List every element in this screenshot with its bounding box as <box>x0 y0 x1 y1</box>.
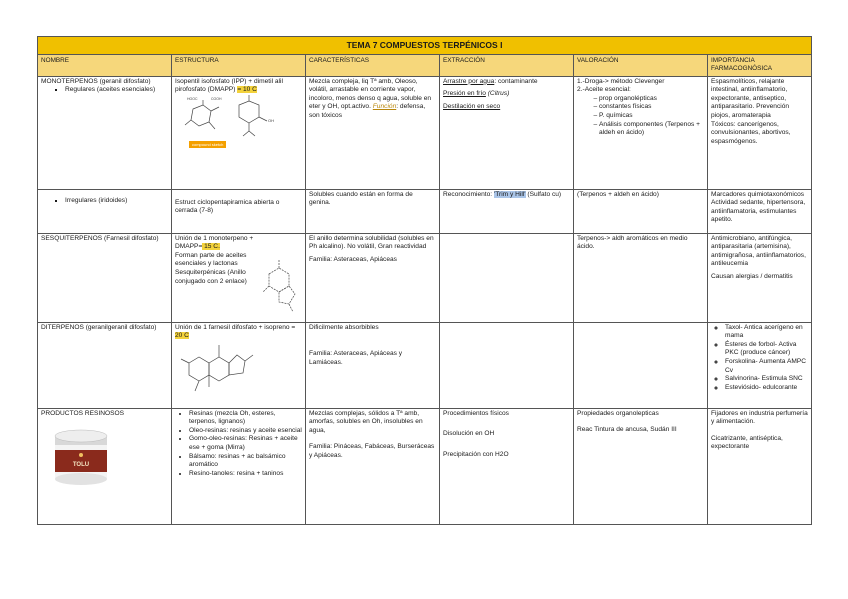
table-title: TEMA 7 COMPUESTOS TERPÉNICOS I <box>38 37 812 55</box>
terpenes-table <box>37 36 812 525</box>
mono-sub-regulares: ▪ Regulares (aceites esenciales) <box>65 86 168 95</box>
list-item: • Resinas (mezcla Oh, esteres, terpenos, lignanos) <box>189 410 302 427</box>
irr-imp-1: Marcadores quimiotaxonómicos <box>711 190 805 198</box>
row-diterpenos <box>38 322 812 408</box>
cell-res-structure <box>172 408 306 524</box>
res-imp-2: Cicatrizante, antiséptica, expectorante <box>711 434 783 451</box>
header-valoracion: VALORACIÓN <box>574 55 708 77</box>
list-item: ◦ Forskolina- Aumenta AMPC Cv <box>725 358 808 375</box>
irr-structure: Estruct ciclopentapiramica abierta o cerrada (7-8) <box>175 198 280 215</box>
cell-irr-ext <box>440 189 574 233</box>
diterpene-molecule-drawing <box>175 341 265 397</box>
sesqui-char-2: Familia: Asteraceas, Apiáceas <box>309 255 397 263</box>
mono-val-l1: 1.-Droga-> método Clevenger <box>577 77 665 85</box>
irr-ext-label: Reconocimiento: <box>443 190 493 198</box>
res-imp-1: Fijadores en industria perfumería y alimentación. <box>711 409 808 426</box>
list-item: ◦ Ésteres de forbol- Activa PKC (produce cáncer) <box>725 341 808 358</box>
iridoid-molecule-drawing <box>175 95 295 141</box>
mono-function-label: Función <box>372 103 397 111</box>
res-val-2: Reac Tintura de ancusa, Sudán III <box>577 426 677 434</box>
mono-ext-3: Destilación en seco <box>443 102 501 110</box>
cell-mono-char <box>306 76 440 189</box>
cell-irr-char: Solubles cuando están en forma de genina. <box>306 189 440 233</box>
cell-irr-name <box>38 189 172 233</box>
mono-val-l2: 2.-Aceite esencial: <box>577 86 631 94</box>
document-sheet <box>37 36 811 525</box>
list-item: – Análisis componentes (Terpenos + aldeh en ácido) <box>599 121 704 138</box>
cell-mono-val <box>574 76 708 189</box>
svg-text:COOH: COOH <box>211 96 222 101</box>
mono-ext-2: Presión en frío (Citrus) <box>443 90 510 98</box>
mono-badge: compound sketch <box>189 141 226 148</box>
row-resinosos <box>38 408 812 524</box>
sesqui-structure-l2: Forman parte de aceites esenciales y lactonas Sesquiterpénicas (Anillo conjugado con 2 enlace) <box>175 251 247 285</box>
tolu-jar-image <box>49 428 113 490</box>
cell-sesqui-imp <box>708 233 812 322</box>
sesqui-structure-carbons: 15 C. <box>202 243 220 251</box>
irr-name: ▪ Irregulares (iridoides) <box>65 197 168 206</box>
cell-di-structure <box>172 322 306 408</box>
svg-text:OH: OH <box>268 117 274 123</box>
title-row <box>38 37 812 55</box>
header-extraccion: EXTRACCIÓN <box>440 55 574 77</box>
cell-di-char <box>306 322 440 408</box>
list-item: ◦ Salvinorina- Estimula SNC <box>725 375 808 384</box>
sesqui-imp-2: Causan alergias / dermatitis <box>711 272 793 280</box>
cell-res-ext <box>440 408 574 524</box>
irr-ext-highlight: 'Trim y Hill' <box>493 190 526 198</box>
cell-irr-structure <box>172 189 306 233</box>
sesqui-char-1: El anillo determina solubilidad (solubles en Ph alcalino). No volátil, Gran reactividad <box>309 234 434 251</box>
mono-ext-1: Arrastre por agua: contaminante <box>443 77 538 85</box>
cell-sesqui-val: Terpenos-> aldh aromáticos en medio ácido. <box>574 233 708 322</box>
sesqui-imp-1: Antimicrobiano, antifúngica, antiparasitaria (artemisina), antimigrañosa, antiinflamatorios, antileucemia <box>711 234 806 268</box>
di-structure-l1: Unión de 1 farnesil difosfato + isopreno = <box>175 323 296 331</box>
res-name: PRODUCTOS RESINOSOS <box>41 409 125 417</box>
svg-text:HOOC: HOOC <box>187 96 198 101</box>
cell-irr-val: (Terpenos + aldeh en ácido) <box>574 189 708 233</box>
di-char-1: Dificilmente absorbibles <box>309 323 379 331</box>
di-char-2: Familia: Asteraceas, Apiáceas y Lamiáceas. <box>309 350 403 366</box>
list-item: – P. químicas <box>599 112 704 121</box>
di-structure-carbons: 20 C <box>175 332 189 340</box>
header-importancia: IMPORTANCIA FARMACOGNÓSICA <box>708 55 812 77</box>
cell-di-name: DITERPENOS (geranilgeranil difosfato) <box>38 322 172 408</box>
jar-label: TOLU <box>72 462 90 469</box>
mono-imp-1: Espasmolíticos, relajante intestinal, antiinflamatorio, expectorante, antiseptico, antiparasitario. Prevención piojos, aromaterapia <box>711 77 790 119</box>
res-ext-1: Procedimientos físicos <box>443 409 509 417</box>
list-item: • Oleo-resinas: resinas y aceite esencial <box>189 427 302 436</box>
irr-imp-2: Actividad sedante, hipertensora, antiinflamatoria, estimulantes apetito. <box>711 199 806 224</box>
cell-res-name <box>38 408 172 524</box>
cell-di-ext <box>440 322 574 408</box>
row-sesquiterpenos <box>38 233 812 322</box>
row-irregulares <box>38 189 812 233</box>
mono-char-text: Mezcla compleja, liq Tª amb, Oleoso, volátil, arrastable en corriente vapor, incoloro, menos denso q agua, soluble en eter y OH, opt.activo. <box>309 77 432 111</box>
cell-di-imp <box>708 322 812 408</box>
row-monoterpenos <box>38 76 812 189</box>
cell-res-val <box>574 408 708 524</box>
header-nombre: NOMBRE <box>38 55 172 77</box>
cell-sesqui-structure <box>172 233 306 322</box>
list-item: ◦ Taxol- Antica acerígeno en mama <box>725 324 808 341</box>
cell-di-val <box>574 322 708 408</box>
list-item: • Gomo-oleo-resinas: Resinas + aceite ese + goma (Mirra) <box>189 435 302 452</box>
list-item: – prop organolépticas <box>599 95 704 104</box>
list-item: • Bálsamo: resinas + ac balsámico aromático <box>189 453 302 470</box>
cell-res-imp <box>708 408 812 524</box>
mono-function-text: : defensa, son tóxicos <box>309 103 426 119</box>
cell-mono-ext <box>440 76 574 189</box>
mono-structure-text: Isopentil isofosfato (IPP) + dimetil alil pirofosfato (DMAPP) <box>175 77 283 94</box>
mono-imp-2: Tóxicos: cancerígenos, convulsionantes, abortivos, espasmógenos. <box>711 120 791 145</box>
res-ext-2: Disolución en OH <box>443 430 495 438</box>
irr-ext-rest: (Sulfato cu) <box>527 190 562 198</box>
cell-mono-name <box>38 76 172 189</box>
header-estructura: ESTRUCTURA <box>172 55 306 77</box>
list-item: – constantes físicas <box>599 103 704 112</box>
cell-sesqui-ext <box>440 233 574 322</box>
cell-res-char <box>306 408 440 524</box>
cell-sesqui-char <box>306 233 440 322</box>
list-item: • Resino-tanoles: resina + taninos <box>189 470 302 479</box>
cell-irr-imp <box>708 189 812 233</box>
list-item: ◦ Esteviósido- edulcorante <box>725 384 808 393</box>
cell-mono-imp <box>708 76 812 189</box>
sesquiterpene-molecule-drawing <box>261 256 301 316</box>
cell-mono-structure <box>172 76 306 189</box>
res-val-1: Propiedades organolepticas <box>577 409 659 417</box>
res-ext-3: Precipitación con H2O <box>443 450 509 458</box>
mono-name: MONOTERPENOS (geranil difosfato) <box>41 77 151 85</box>
res-char-2: Familia: Pináceas, Fabáceas, Burseráceas y Apiáceas. <box>309 443 435 459</box>
mono-structure-carbons: = 10 C <box>237 86 257 94</box>
header-row <box>38 55 812 77</box>
sesqui-structure-l1: Unión de 1 monoterpeno + DMAPP= <box>175 234 254 251</box>
res-char-1: Mezclas complejas, sólidos a Tª amb, amorfas, solubles en Oh, insolubles en agua, <box>309 409 423 434</box>
cell-sesqui-name: SESQUITERPENOS (Farnesil difosfato) <box>38 233 172 322</box>
header-caracteristicas: CARACTERÍSTICAS <box>306 55 440 77</box>
